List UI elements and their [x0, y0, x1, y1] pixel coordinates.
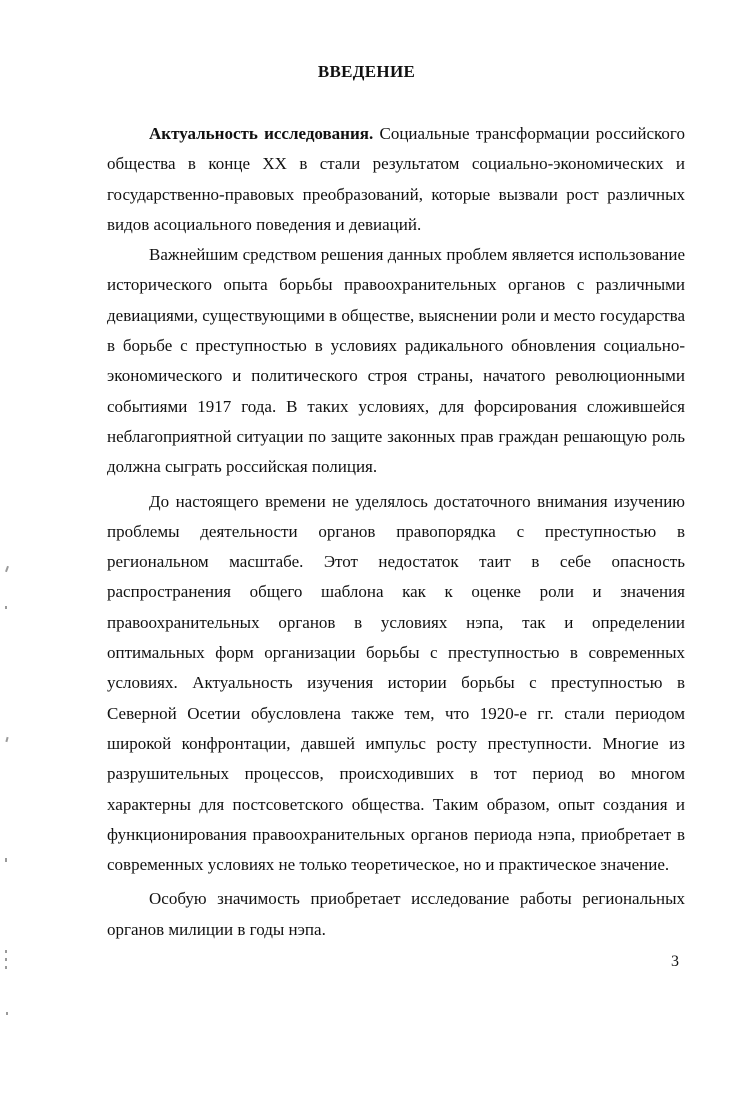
margin-scan-mark — [5, 966, 7, 969]
margin-scan-mark — [5, 858, 7, 862]
margin-scan-mark — [5, 958, 7, 961]
margin-scan-mark — [5, 950, 7, 953]
paragraph-text: Социальные трансформации российского общества в конце XX в стали результатом социально-экономических и государственно-правовых преобразований, которые вызвали рост различных видов асоциального поведения и девиаций. — [107, 124, 685, 234]
paragraph-lead: Актуальность исследования. — [149, 124, 374, 143]
document-body — [107, 119, 685, 945]
margin-scan-mark — [5, 737, 8, 742]
paragraph-relevance — [107, 119, 685, 240]
paragraph-historical-experience: Важнейшим средством решения данных проблем является использование исторического опыта борьбы правоохранительных органов с различными девиациями, существующими в обществе, выяснении роли и место государства в борьбе с преступностью в условиях радикального обновления социально-экономического и политического строя страны, начатого революционными событиями 1917 года. В таких условиях, для форсирования сложившейся неблагоприятной ситуации по защите законных прав граждан решающую роль должна сыграть российская полиция. — [107, 245, 685, 477]
margin-scan-mark — [5, 606, 7, 609]
margin-scan-mark — [5, 566, 9, 572]
margin-scan-mark — [6, 1012, 8, 1015]
page-number: 3 — [671, 953, 679, 970]
paragraph-militia-significance: Особую значимость приобретает исследование работы региональных органов милиции в годы нэпа. — [107, 889, 685, 939]
paragraph-regional-scale: До настоящего времени не уделялось достаточного внимания изучению проблемы деятельности органов правопорядка с преступностью в региональном масштабе. Этот недостаток таит в себе опасность распространения общего шаблона как к оценке роли и значения правоохранительных органов в условиях нэпа, так и определении оптимальных форм организации борьбы с преступностью в современных условиях. Актуальность изучения истории борьбы с преступностью в Северной Осетии обусловлена также тем, что 1920-е гг. стали периодом широкой конфронтации, давшей импульс росту преступности. Многие из разрушительных процессов, происходивших в тот период во многом характерны для постсоветского общества. Таким образом, опыт создания и функционирования правоохранительных органов периода нэпа, приобретает в современных условиях не только теоретическое, но и практическое значение. — [107, 491, 685, 875]
page-title: ВВЕДЕНИЕ — [317, 62, 416, 81]
